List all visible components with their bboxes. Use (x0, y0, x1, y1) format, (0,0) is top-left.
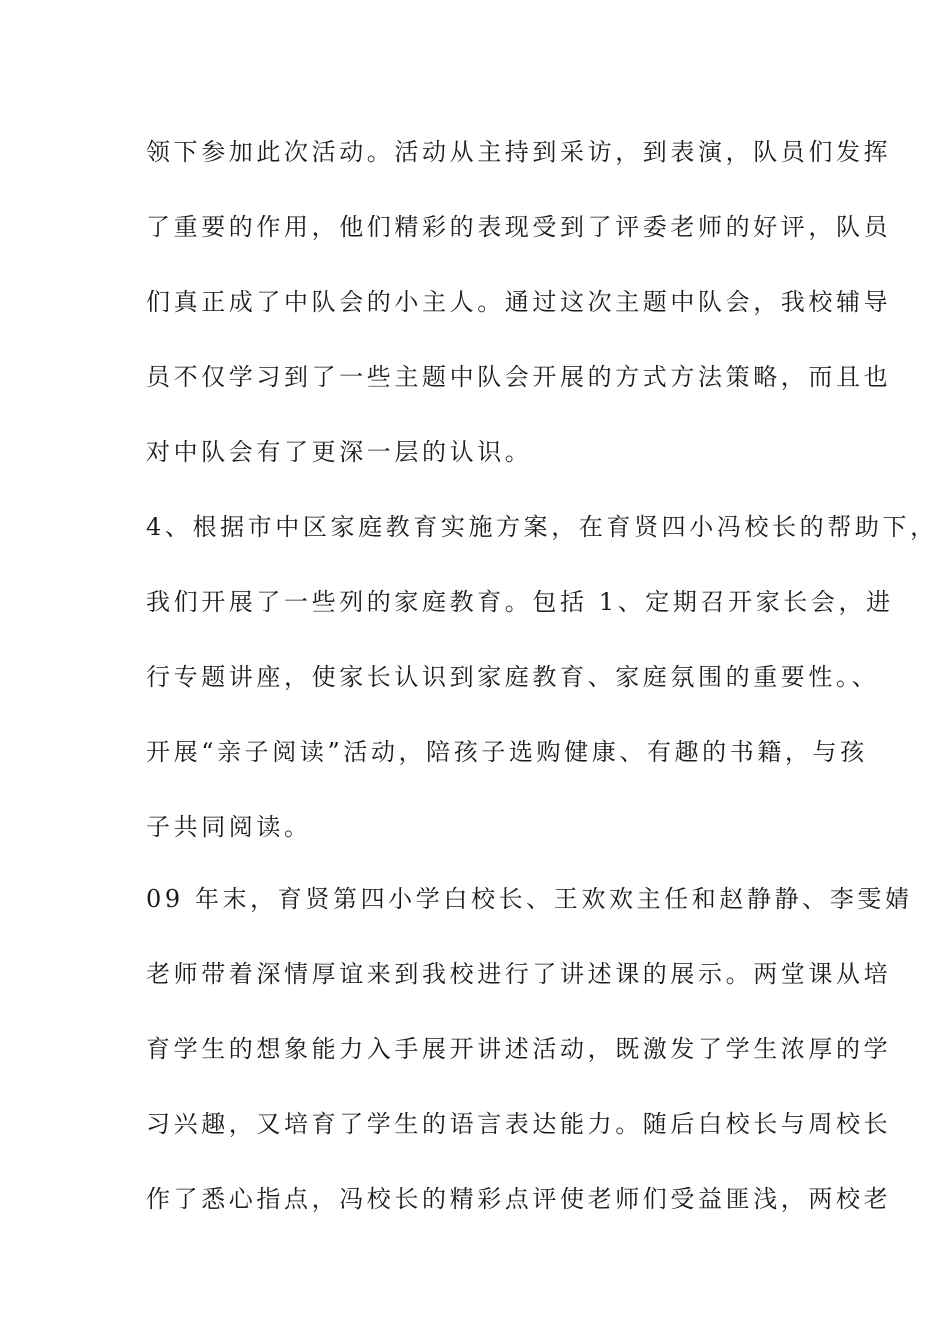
text-line: 09 年末，育贤第四小学白校长、王欢欢主任和赵静静、李雯婧 (146, 885, 913, 913)
text-line: 作了悉心指点，冯校长的精彩点评使老师们受益匪浅，两校老 (146, 1185, 892, 1213)
text-line: 4、根据市中区家庭教育实施方案，在育贤四小冯校长的帮助下， (146, 513, 938, 541)
text-line: 领下参加此次活动。活动从主持到采访，到表演，队员们发挥 (146, 138, 892, 166)
text-line: 了重要的作用，他们精彩的表现受到了评委老师的好评，队员 (146, 213, 892, 241)
text-line: 我们开展了一些列的家庭教育。包括 1、定期召开家长会，进 (146, 588, 894, 616)
text-line: 习兴趣，又培育了学生的语言表达能力。随后白校长与周校长 (146, 1110, 892, 1138)
text-line: 开展“亲子阅读”活动，陪孩子选购健康、有趣的书籍，与孩 (146, 738, 868, 766)
text-line: 们真正成了中队会的小主人。通过这次主题中队会，我校辅导 (146, 288, 892, 316)
text-line: 对中队会有了更深一层的认识。 (146, 438, 533, 466)
text-line: 老师带着深情厚谊来到我校进行了讲述课的展示。两堂课从培 (146, 960, 892, 988)
text-line: 行专题讲座，使家长认识到家庭教育、家庭氛围的重要性。、 (146, 663, 880, 691)
text-line: 子共同阅读。 (146, 813, 312, 841)
text-line: 员不仅学习到了一些主题中队会开展的方式方法策略，而且也 (146, 363, 892, 391)
text-line: 育学生的想象能力入手展开讲述活动，既激发了学生浓厚的学 (146, 1035, 892, 1063)
